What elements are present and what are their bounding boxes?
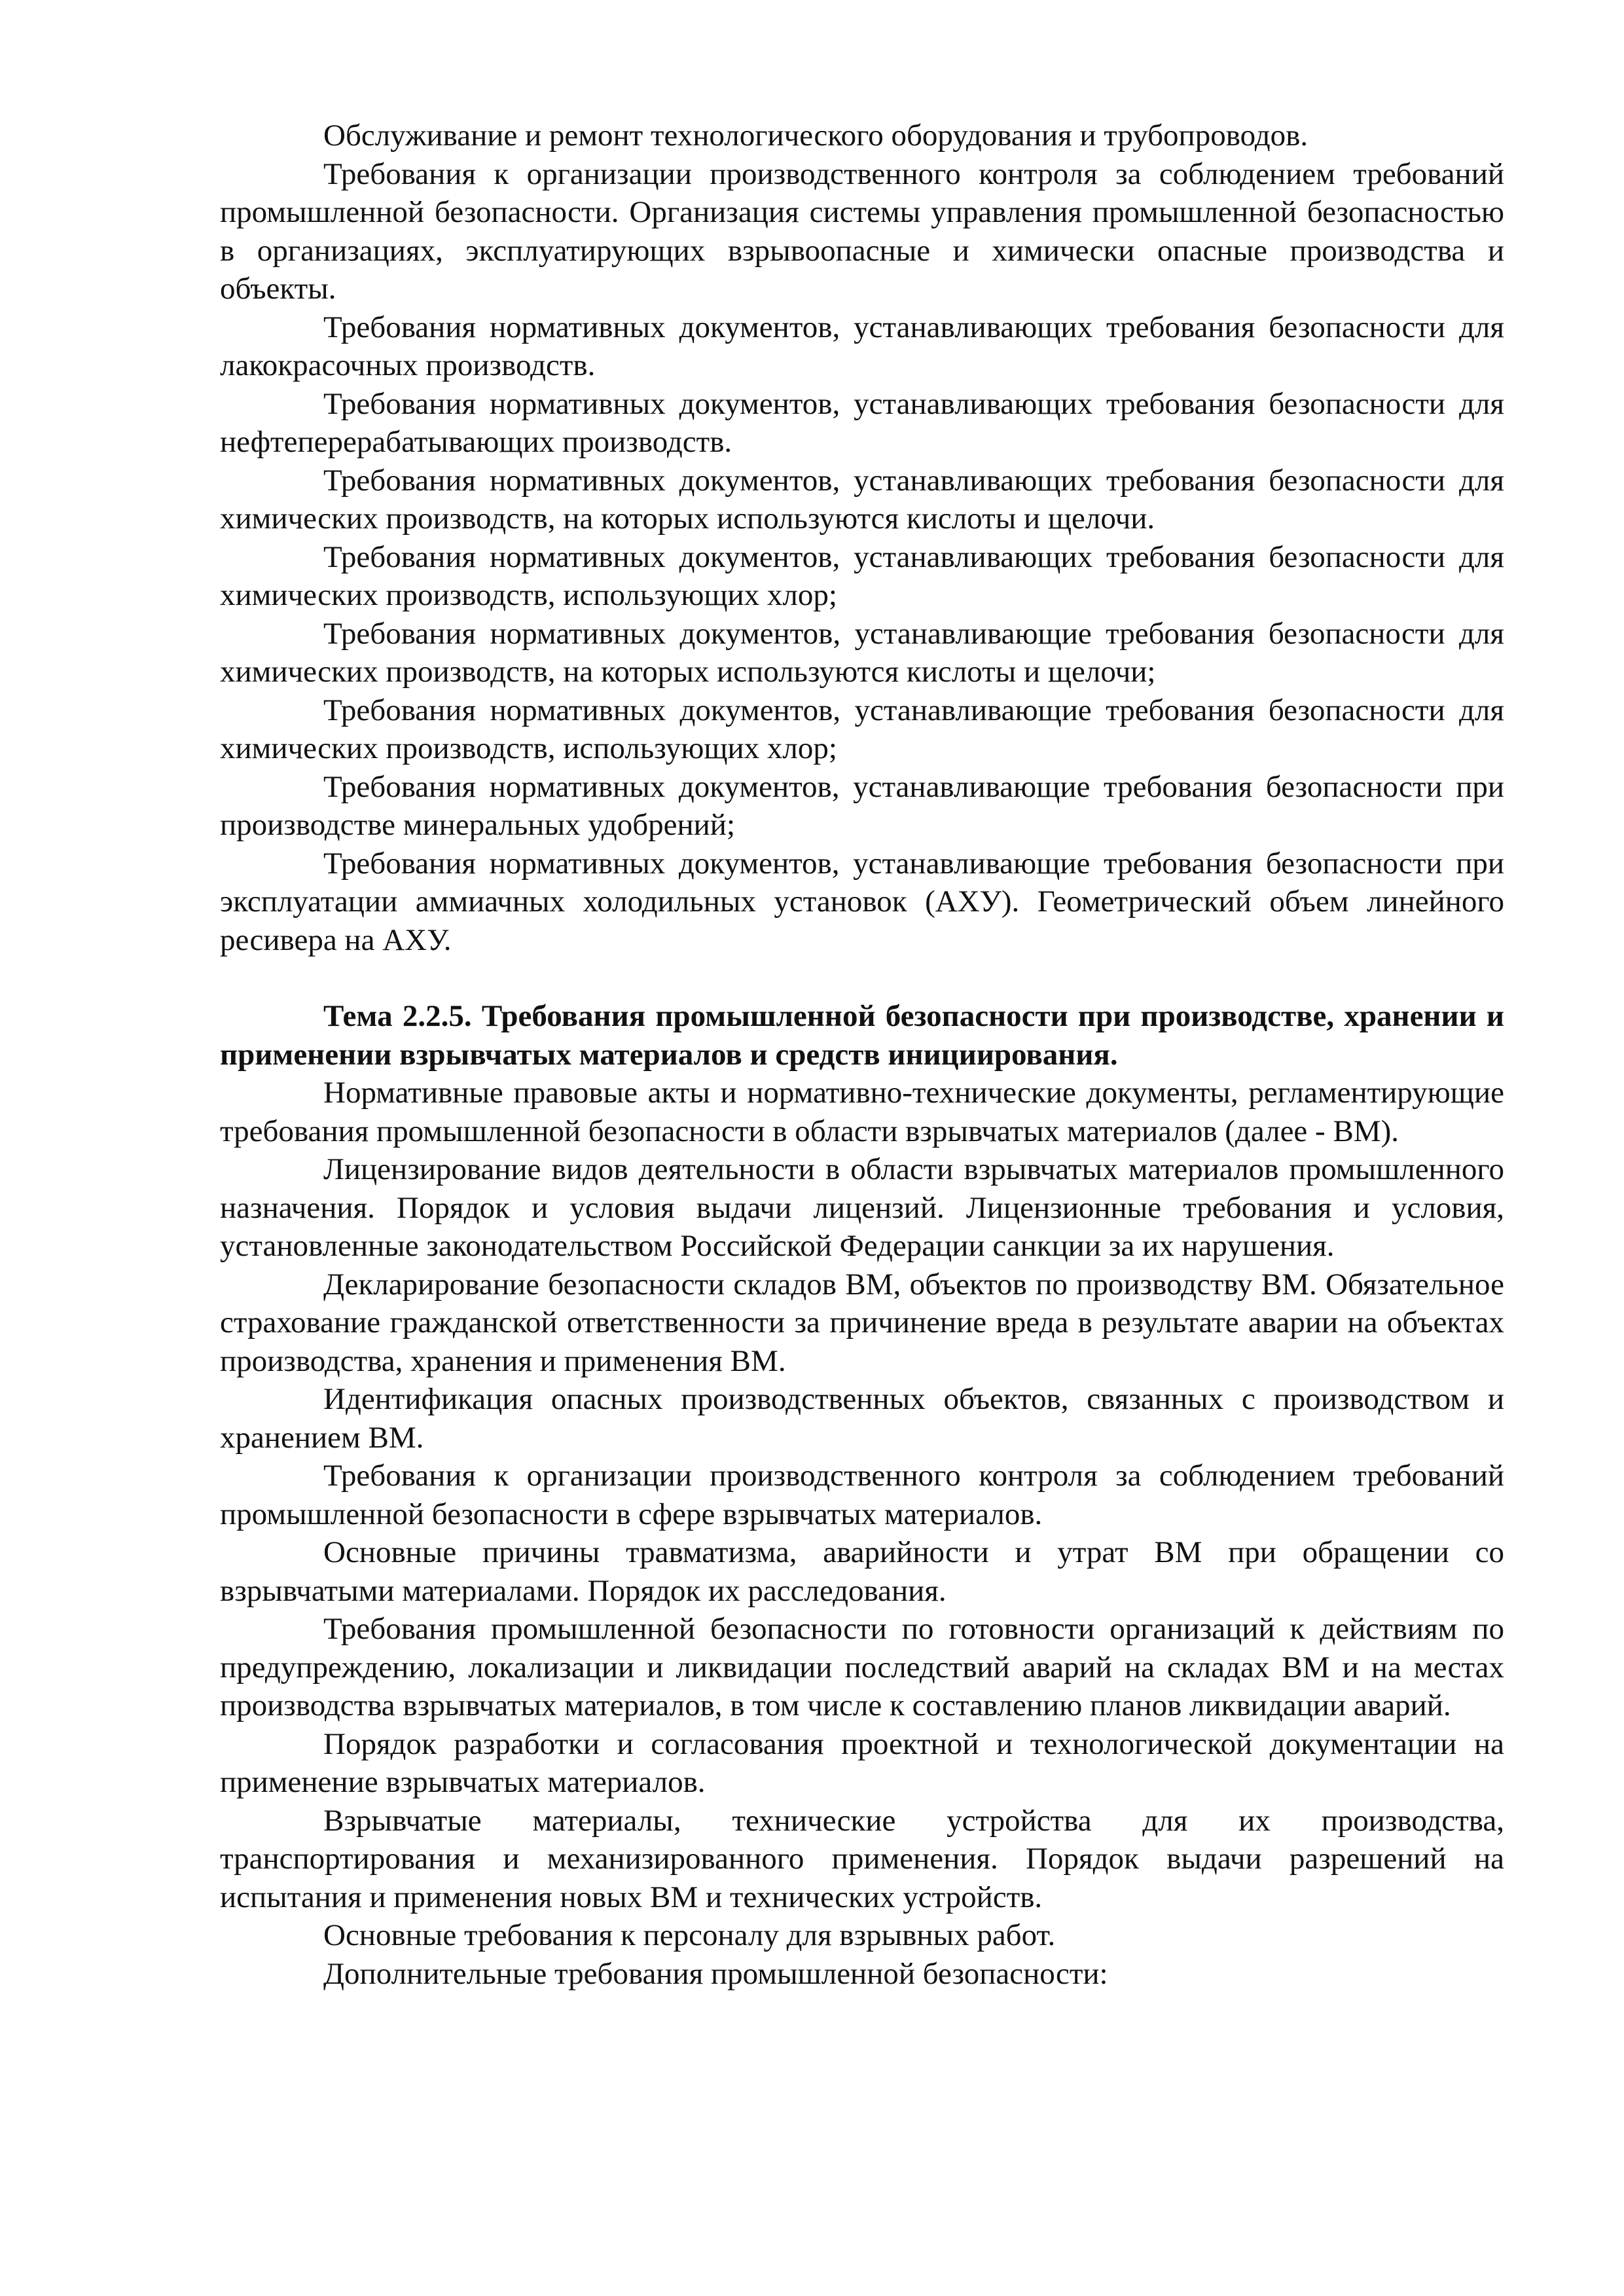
paragraph: Требования нормативных документов, устанавливающие требования безопасности для химических производств, использующих хлор;: [220, 693, 1504, 765]
paragraph: Дополнительные требования промышленной безопасности:: [323, 1956, 1108, 1991]
paragraph: Обслуживание и ремонт технологического оборудования и трубопроводов.: [323, 118, 1308, 153]
document-page: [220, 117, 1504, 1993]
paragraph: Требования нормативных документов, устанавливающие требования безопасности при эксплуатации аммиачных холодильных установок (АХУ). Геометрический объем линейного ресивера на АХУ.: [220, 846, 1504, 957]
paragraph: Основные причины травматизма, аварийности и утрат ВМ при обращении со взрывчатыми материалами. Порядок их расследования.: [220, 1535, 1504, 1608]
paragraph: Требования нормативных документов, устанавливающих требования безопасности для химических производств, использующих хлор;: [220, 539, 1504, 612]
paragraph: Требования нормативных документов, устанавливающих требования безопасности для нефтеперерабатывающих производств.: [220, 386, 1504, 459]
paragraph: Основные требования к персоналу для взрывных работ.: [323, 1918, 1056, 1952]
paragraph: Нормативные правовые акты и нормативно-технические документы, регламентирующие требования промышленной безопасности в области взрывчатых материалов (далее - ВМ).: [220, 1076, 1504, 1148]
paragraph: Взрывчатые материалы, технические устройства для их производства, транспортирования и механизированного применения. Порядок выдачи разрешений на испытания и применения новых ВМ и технических устройств.: [220, 1803, 1504, 1914]
paragraph: Требования нормативных документов, устанавливающих требования безопасности для лакокрасочных производств.: [220, 310, 1504, 382]
section-heading: Тема 2.2.5. Требования промышленной безопасности при производстве, хранении и применении взрывчатых материалов и средств инициирования.: [220, 999, 1504, 1072]
paragraph: Требования промышленной безопасности по готовности организаций к действиям по предупреждению, локализации и ликвидации последствий аварий на складах ВМ и на местах производства взрывчатых материалов, в том числе к составлению планов ликвидации аварий.: [220, 1612, 1504, 1722]
paragraph: Порядок разработки и согласования проектной и технологической документации на применение взрывчатых материалов.: [220, 1726, 1504, 1799]
paragraph: Идентификация опасных производственных объектов, связанных с производством и хранением ВМ.: [220, 1382, 1504, 1455]
paragraph: Требования к организации производственного контроля за соблюдением требований промышленной безопасности в сфере взрывчатых материалов.: [220, 1459, 1504, 1531]
paragraph: Декларирование безопасности складов ВМ, объектов по производству ВМ. Обязательное страхование гражданской ответственности за причинение вреда в результате аварии на объектах производства, хранения и применения ВМ.: [220, 1267, 1504, 1378]
section-gap: [220, 959, 1504, 997]
paragraph: Требования нормативных документов, устанавливающие требования безопасности при производстве минеральных удобрений;: [220, 769, 1504, 842]
paragraph: Лицензирование видов деятельности в области взрывчатых материалов промышленного назначения. Порядок и условия выдачи лицензий. Лицензионные требования и условия, установленные законодательством Российской Федерации санкции за их нарушения.: [220, 1152, 1504, 1263]
paragraph: Требования нормативных документов, устанавливающих требования безопасности для химических производств, на которых используются кислоты и щелочи.: [220, 463, 1504, 536]
paragraph: Требования нормативных документов, устанавливающие требования безопасности для химических производств, на которых используются кислоты и щелочи;: [220, 616, 1504, 689]
paragraph: Требования к организации производственного контроля за соблюдением требований промышленной безопасности. Организация системы управления промышленной безопасностью в организациях, эксплуатирующих взрывоопасные и химически опасные производства и объекты.: [220, 156, 1504, 306]
